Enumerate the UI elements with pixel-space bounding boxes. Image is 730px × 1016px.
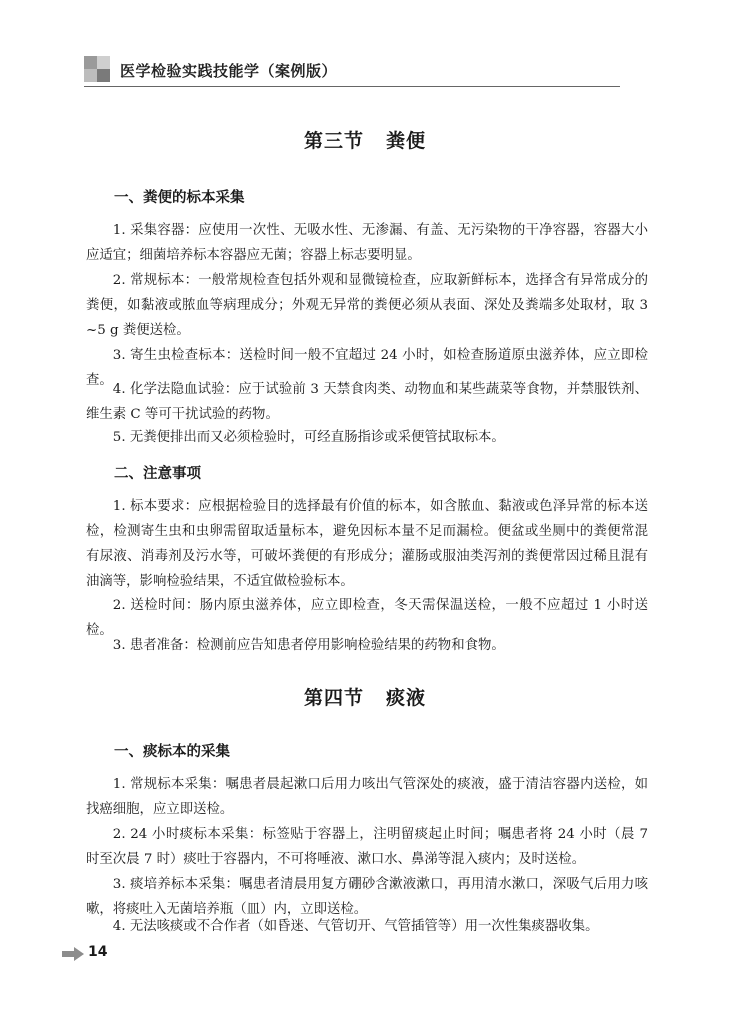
paragraph: 4. 无法咳痰或不合作者（如昏迷、气管切开、气管插管等）用一次性集痰器收集。 <box>112 919 599 934</box>
section-4-name: 痰液 <box>386 687 427 709</box>
book-title: 医学检验实践技能学（案例版） <box>120 62 338 80</box>
running-header <box>84 50 620 88</box>
paragraph: 1. 标本要求：应根据检验目的选择最有价值的标本，如含脓血、黏液或色泽异常的标本送检，检测寄生虫和虫卵需留取适量标本，避免因标本量不足而漏检。便盆或坐厕中的粪便常混有尿液、消毒剂及污水等，可破坏粪便的有形成分；灌肠或服油类泻剂的粪便常因过稀且混有油滴等，影响检验结果，不适宜做检验标本。 <box>86 499 648 589</box>
section-3-name: 粪便 <box>386 130 427 152</box>
paragraph: 5. 无粪便排出而又必须检验时，可经直肠指诊或采便管拭取标本。 <box>112 430 505 445</box>
section-4-title <box>0 683 730 710</box>
paragraph: 3. 痰培养标本采集：嘱患者清晨用复方硼砂含漱液漱口，再用清水漱口，深吸气后用力咳嗽，将痰吐入无菌培养瓶（皿）内，立即送检。 <box>86 877 648 917</box>
header-rule <box>84 86 620 87</box>
arrow-right-icon <box>62 947 84 961</box>
section-3-label: 第三节 <box>303 130 364 152</box>
header-mosaic-icon <box>84 56 110 82</box>
paragraph: 1. 常规标本采集：嘱患者晨起漱口后用力咳出气管深处的痰液，盛于清洁容器内送检，如找癌细胞，应立即送检。 <box>86 777 648 817</box>
section-4-label: 第四节 <box>303 687 364 709</box>
section-3-subheading-1: 一、粪便的标本采集 <box>114 190 245 206</box>
paragraph: 2. 常规标本：一般常规检查包括外观和显微镜检查，应取新鲜标本，选择含有异常成分的粪便，如黏液或脓血等病理成分；外观无异常的粪便必须从表面、深处及粪端多处取材，取 3 ~5 g 粪便送检。 <box>86 273 648 338</box>
paragraph: 3. 寄生虫检查标本：送检时间一般不宜超过 24 小时，如检查肠道原虫滋养体，应立即检查。 <box>86 348 648 388</box>
paragraph: 1. 采集容器：应使用一次性、无吸水性、无渗漏、有盖、无污染物的干净容器，容器大小应适宜；细菌培养标本容器应无菌；容器上标志要明显。 <box>86 223 648 263</box>
page-number: 14 <box>88 944 108 960</box>
paragraph: 2. 送检时间：肠内原虫滋养体，应立即检查，冬天需保温送检，一般不应超过 1 小时送检。 <box>86 598 648 638</box>
paragraph: 4. 化学法隐血试验：应于试验前 3 天禁食肉类、动物血和某些蔬菜等食物，并禁服铁剂、维生素 C 等可干扰试验的药物。 <box>86 382 648 422</box>
section-3-title <box>0 126 730 153</box>
section-3-subheading-2: 二、注意事项 <box>114 466 201 482</box>
paragraph: 3. 患者准备：检测前应告知患者停用影响检验结果的药物和食物。 <box>112 638 505 653</box>
section-4-subheading-1: 一、痰标本的采集 <box>114 744 230 760</box>
paragraph: 2. 24 小时痰标本采集：标签贴于容器上，注明留痰起止时间；嘱患者将 24 小时（晨 7 时至次晨 7 时）痰吐于容器内，不可将唾液、漱口水、鼻涕等混入痰内；及时送检。 <box>86 827 648 867</box>
